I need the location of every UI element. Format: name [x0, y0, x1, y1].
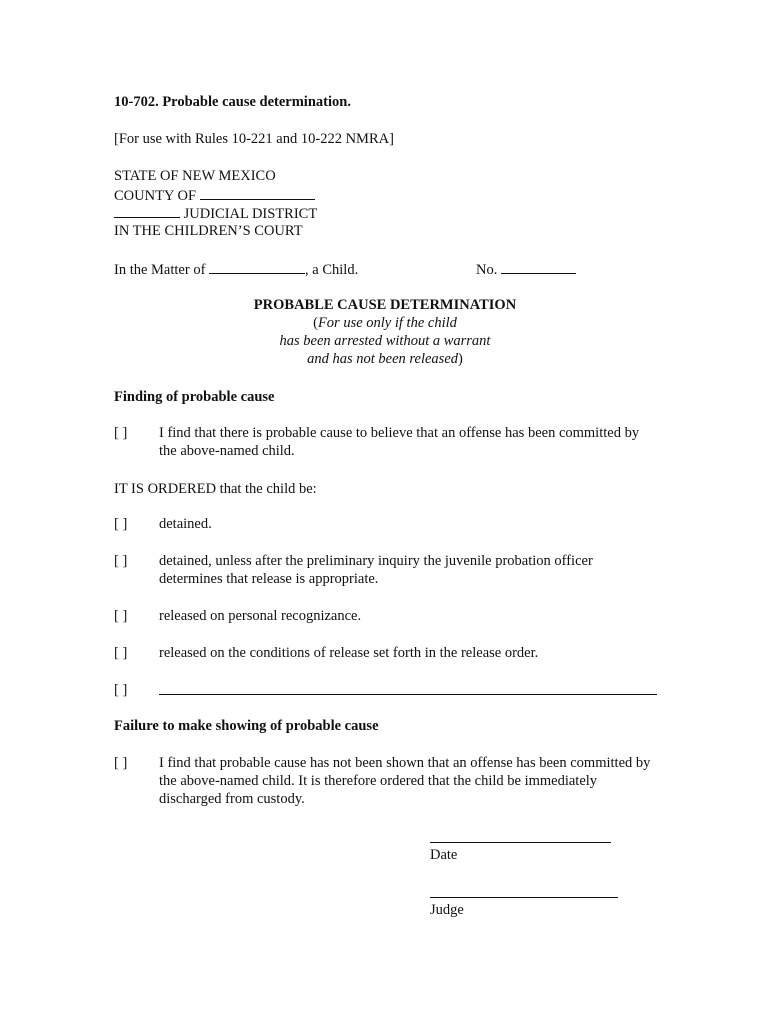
county-label: COUNTY OF [114, 188, 197, 204]
title-note-text-3: and has not been released [307, 351, 459, 367]
rules-note: [For use with Rules 10-221 and 10-222 NMRA] [114, 131, 394, 147]
date-signature-line[interactable] [430, 842, 611, 843]
county-blank[interactable] [200, 185, 315, 200]
case-number-blank[interactable] [501, 259, 576, 274]
judge-signature-line[interactable] [430, 897, 618, 898]
finding-checkbox[interactable]: [ ] [114, 425, 128, 441]
close-paren: ) [458, 351, 463, 367]
option-text-conditions: released on the conditions of release set forth in the release order. [159, 645, 539, 661]
option-checkbox-other[interactable]: [ ] [114, 682, 128, 698]
date-label: Date [430, 847, 458, 863]
other-option-blank[interactable] [159, 694, 657, 695]
order-intro: IT IS ORDERED that the child be: [114, 481, 317, 497]
option-checkbox-conditions[interactable]: [ ] [114, 645, 128, 661]
option-checkbox-detained[interactable]: [ ] [114, 516, 128, 532]
caption-state: STATE OF NEW MEXICO [114, 168, 276, 184]
title-note-line-3 [185, 350, 585, 368]
caption-court: IN THE CHILDREN’S COURT [114, 223, 303, 239]
finding-text: I find that there is probable cause to believe that an offense has been committed by the above-named child. [159, 425, 640, 459]
option-text-recognizance: released on personal recognizance. [159, 608, 362, 624]
title-note-line-2: has been arrested without a warrant [279, 333, 491, 349]
district-blank[interactable] [114, 203, 180, 218]
option-text-detained: detained. [159, 516, 212, 532]
caption-county [114, 185, 315, 205]
child-name-blank[interactable] [209, 259, 305, 274]
document-title: PROBABLE CAUSE DETERMINATION [253, 297, 517, 313]
matter-line [114, 259, 358, 279]
option-checkbox-detained-unless[interactable]: [ ] [114, 553, 128, 569]
finding-heading: Finding of probable cause [114, 389, 275, 405]
title-note-text-1: For use only if the child [317, 315, 457, 331]
matter-prefix: In the Matter of [114, 262, 206, 278]
failure-text: I find that probable cause has not been shown that an offense has been committed by the above-named child. It is therefore ordered that the child be immediately discharged from custody. [159, 755, 651, 807]
title-note-line-1 [185, 314, 585, 332]
case-number-label: No. [476, 262, 498, 278]
case-number [476, 259, 576, 279]
option-text-detained-unless: detained, unless after the preliminary inquiry the juvenile probation officer determines that release is appropriate. [159, 553, 593, 587]
option-checkbox-recognizance[interactable]: [ ] [114, 608, 128, 624]
form-heading: 10-702. Probable cause determination. [114, 94, 351, 110]
district-label: JUDICIAL DISTRICT [183, 206, 318, 222]
open-paren: ( [313, 315, 318, 331]
judge-label: Judge [430, 902, 464, 918]
caption-district [114, 203, 317, 223]
failure-heading: Failure to make showing of probable cause [114, 718, 379, 734]
failure-checkbox[interactable]: [ ] [114, 755, 128, 771]
matter-suffix: , a Child. [305, 262, 359, 278]
